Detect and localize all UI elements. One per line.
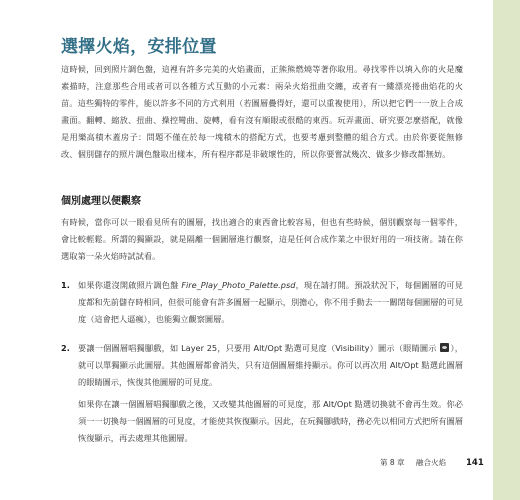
step-number: 2. xyxy=(61,343,70,353)
step-text xyxy=(78,340,463,391)
step-text-after: ，現在請打開。預設狀況下，每個圖層的可見度都和先前儲存時相同，但很可能會有許多圖層一起顯示，別擔心，你不用手動去一一關閉每個圖層的可見度（這會把人逼瘋），也能獨立觀察圖層。 xyxy=(78,280,463,324)
step-text-before: 要讓一個圖層唱獨腳戲，如 Layer 25，只要用 Alt/Opt 點選可見度（Visibility）圖示（眼睛圖示 xyxy=(78,343,440,353)
step-2-followup: 如果你在讓一個圖層唱獨腳戲之後，又改變其他圖層的可見度，那 Alt/Opt 點選切換就不會再生效。你必須一一切換每一個圖層的可見度，才能使其恢復顯示。因此，在玩獨腳戲時，務必先以相同方式把所有圖層恢復顯示，再去處理其他圖層。 xyxy=(78,399,463,443)
step-text-before: 如果你還沒開啟照片調色盤 xyxy=(78,280,182,290)
sub-paragraph: 有時候，當你可以一眼看見所有的圖層，找出適合的東西會比較容易，但也有些時候，個別觀察每一個零件，會比較輕鬆。所謂的獨顯設，就是隔離一個圖層進行觀察，這是任何合成作業之中很好用的一項技術。請在你選取第一朵火焰時試試看。 xyxy=(61,217,463,261)
file-name: Fire_Play_Photo_Palette.psd xyxy=(181,280,296,290)
section-subheading: 個別處理以便觀察 xyxy=(61,196,141,207)
page-footer xyxy=(380,456,490,470)
eye-icon xyxy=(440,343,449,352)
page-side-strip xyxy=(493,0,520,500)
step-text xyxy=(78,277,463,328)
step-item-2 xyxy=(61,340,463,391)
step-number: 1. xyxy=(61,280,70,290)
page-heading: 選擇火焰，安排位置 xyxy=(61,37,217,57)
footer-chapter: 第 8 章 xyxy=(380,458,405,467)
step-item-1 xyxy=(61,277,463,328)
footer-section: 融合火焰 xyxy=(416,458,446,467)
page-number: 141 xyxy=(466,458,484,468)
intro-paragraph: 這時候，回到照片調色盤，這裡有許多完美的火焰畫面，正熊熊燃燒等著你取用。尋找零件以填入你的火是魔素描時，注意那些合用或者可以各種方式互動的小元素：兩朵火焰扭曲交纏，或者有一縷漂亮捲曲焰花的火苗。這些獨特的零件，能以許多不同的方式利用（若圖層疊得好，還可以重複使用），所以把它們一一放上合成畫面。翻轉、縮放、扭曲、操控彎曲、旋轉，看有沒有順眼或很酷的東西。玩弄畫面、研究要怎麼搭配，就像是用樂高積木蓋房子：問題不僅在於每一塊積木的搭配方式，也要考慮到整體的組合方式。由於你要從無修改、個別儲存的照片調色盤取出樣本，所有程序都是非破壞性的，所以你要嘗試幾次、做多少修改都無妨。 xyxy=(61,64,463,159)
step-text-after: ），就可以單獨顯示此圖層。其他圖層都會消失，只有這個圖層維持顯示。你可以再次用 Alt/Opt 點選此圖層的眼睛圖示，恢復其他圖層的可見度。 xyxy=(78,343,463,387)
